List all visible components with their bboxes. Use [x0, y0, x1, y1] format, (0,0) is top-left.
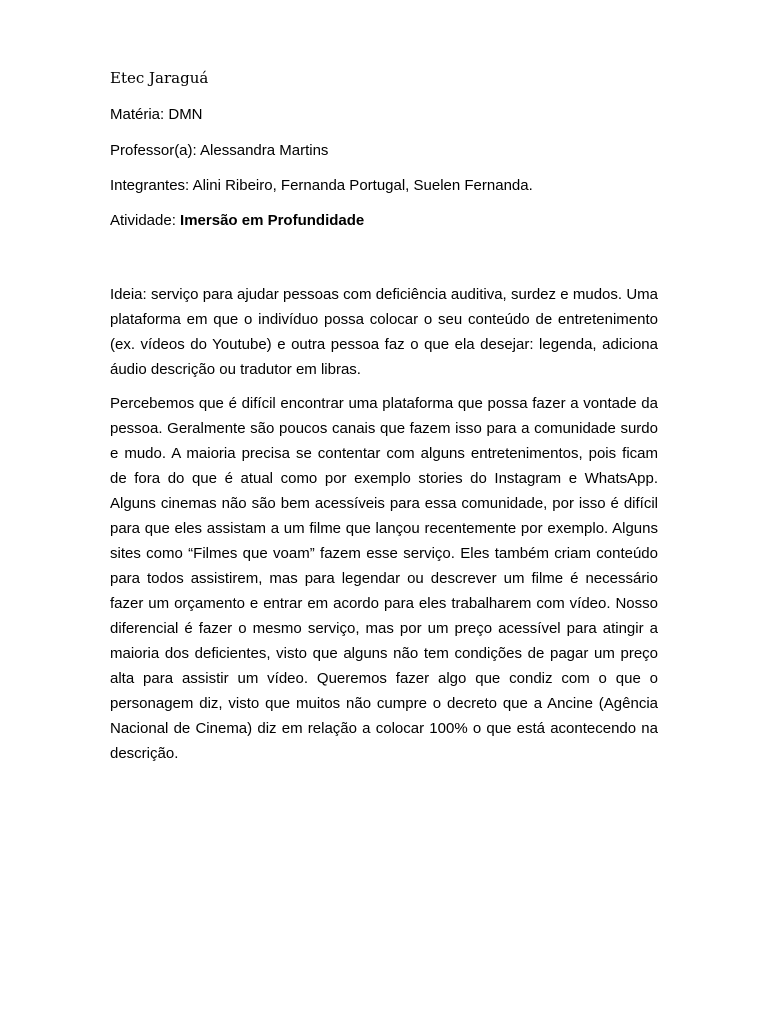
members-value: Alini Ribeiro, Fernanda Portugal, Suelen Fernanda. [192, 177, 533, 194]
idea-paragraph: Ideia: serviço para ajudar pessoas com deficiência auditiva, surdez e mudos. Uma plataforma em que o indivíduo possa colocar o seu conteúdo de entretenimento (ex. vídeos do Youtube) e outra pessoa faz o que ela desejar: legenda, adiciona áudio descrição ou tradutor em libras. [110, 286, 658, 378]
activity-label: Atividade: [110, 212, 176, 229]
analysis-paragraph: Percebemos que é difícil encontrar uma plataforma que possa fazer a vontade da pessoa. Geralmente são poucos canais que fazem isso para a comunidade surdo e mudo. A maioria precisa se contentar com alguns entretenimentos, pois ficam de fora do que é atual como por exemplo stories do Instagram e WhatsApp. Alguns cinemas não são bem acessíveis para essa comunidade, por isso é difícil para que eles assistam a um filme que lançou recentemente por exemplo. Alguns sites como “Filmes que voam” fazem esse serviço. Eles também criam conteúdo para todos assistirem, mas para legendar ou descrever um filme é necessário fazer um orçamento e entrar em acordo para eles trabalharem com vídeo. Nosso diferencial é fazer o mesmo serviço, mas por um preço acessível para atingir a maioria dos deficientes, visto que alguns não tem condições de pagar um preço alta para assistir um vídeo. Queremos fazer algo que condiz com o que o personagem diz, visto que muitos não cumpre o decreto que a Ancine (Agência Nacional de Cinema) diz em relação a colocar 100% o que está acontecendo na descrição. [110, 395, 658, 762]
activity-line [110, 210, 364, 232]
subject-value: DMN [168, 106, 203, 123]
members-label: Integrantes: [110, 177, 190, 194]
activity-value: Imersão em Profundidade [180, 212, 365, 229]
professor-value: Alessandra Martins [200, 142, 329, 159]
subject-line [110, 104, 203, 126]
subject-label: Matéria: [110, 106, 165, 123]
members-line [110, 175, 533, 197]
school-name: Etec Jaraguá [110, 69, 209, 87]
professor-line [110, 140, 328, 162]
professor-label: Professor(a): [110, 142, 197, 159]
